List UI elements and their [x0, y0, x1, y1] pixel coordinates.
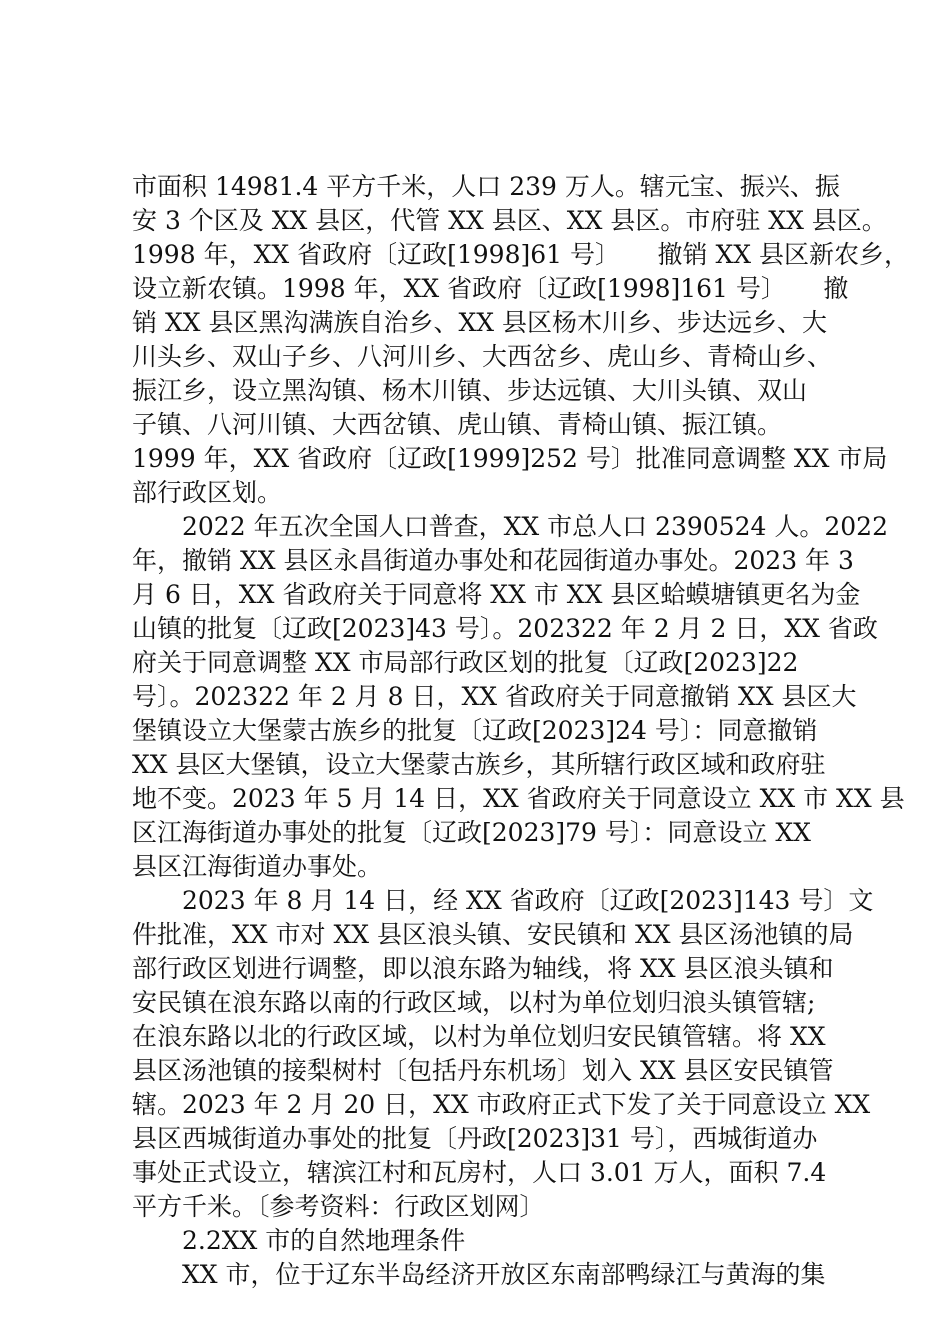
text-line: 件批准，XX 市对 XX 县区浪头镇、安民镇和 XX 县区汤池镇的局 — [132, 920, 854, 949]
text-line: XX 市，位于辽东半岛经济开放区东南部鸭绿江与黄海的集 — [132, 1260, 826, 1289]
text-line: 部行政区划进行调整，即以浪东路为轴线，将 XX 县区浪头镇和 — [132, 954, 834, 983]
text-line: XX 县区大堡镇，设立大堡蒙古族乡，其所辖行政区域和政府驻 — [132, 750, 826, 779]
text-line: 安 3 个区及 XX 县区，代管 XX 县区、XX 县区。市府驻 XX 县区。 — [132, 206, 887, 235]
text-line: 设立新农镇。1998 年，XX 省政府〔辽政[1998]161 号〕 撤 — [132, 274, 849, 303]
text-line: 1999 年，XX 省政府〔辽政[1999]252 号〕批准同意调整 XX 市局 — [132, 444, 888, 473]
text-line: 县区江海街道办事处。 — [132, 852, 383, 881]
text-line: 辖。2023 年 2 月 20 日，XX 市政府正式下发了关于同意设立 XX — [132, 1090, 871, 1119]
text-line: 川头乡、双山子乡、八河川乡、大西岔乡、虎山乡、青椅山乡、 — [132, 342, 833, 371]
text-line: 地不变。2023 年 5 月 14 日，XX 省政府关于同意设立 XX 市 XX 县 — [132, 784, 905, 813]
text-line: 号〕。202322 年 2 月 8 日，XX 省政府关于同意撤销 XX 县区大 — [132, 682, 857, 711]
text-line: 安民镇在浪东路以南的行政区域，以村为单位划归浪头镇管辖; — [132, 988, 816, 1017]
text-line: 山镇的批复〔辽政[2023]43 号〕。202322 年 2 月 2 日，XX 省政 — [132, 614, 878, 643]
text-line: 平方千米。〔参考资料：行政区划网〕 — [132, 1192, 545, 1221]
text-line: 部行政区划。 — [132, 478, 283, 507]
text-line: 区江海街道办事处的批复〔辽政[2023]79 号〕：同意设立 XX — [132, 818, 811, 847]
section-heading: 2.2XX 市的自然地理条件 — [132, 1226, 466, 1255]
text-line: 1998 年，XX 省政府〔辽政[1998]61 号〕 撤销 XX 县区新农乡， — [132, 240, 909, 269]
text-line: 市面积 14981.4 平方千米，人口 239 万人。辖元宝、振兴、振 — [132, 172, 840, 201]
text-line: 月 6 日，XX 省政府关于同意将 XX 市 XX 县区蛤蟆塘镇更名为金 — [132, 580, 861, 609]
text-line: 县区西城街道办事处的批复〔丹政[2023]31 号〕，西城街道办 — [132, 1124, 818, 1153]
text-line: 县区汤池镇的接梨树村〔包括丹东机场〕划入 XX 县区安民镇管 — [132, 1056, 834, 1085]
text-line: 振江乡，设立黑沟镇、杨木川镇、步达远镇、大川头镇、双山 — [132, 376, 808, 405]
text-line: 年，撤销 XX 县区永昌街道办事处和花园街道办事处。2023 年 3 — [132, 546, 854, 575]
text-line: 2023 年 8 月 14 日，经 XX 省政府〔辽政[2023]143 号〕文 — [132, 886, 874, 915]
text-line: 府关于同意调整 XX 市局部行政区划的批复〔辽政[2023]22 — [132, 648, 799, 677]
document-body — [132, 170, 909, 1292]
text-line: 2022 年五次全国人口普查，XX 市总人口 2390524 人。2022 — [132, 512, 888, 541]
text-line: 在浪东路以北的行政区域，以村为单位划归安民镇管辖。将 XX — [132, 1022, 826, 1051]
text-line: 子镇、八河川镇、大西岔镇、虎山镇、青椅山镇、振江镇。 — [132, 410, 783, 439]
text-line: 销 XX 县区黑沟满族自治乡、XX 县区杨木川乡、步达远乡、大 — [132, 308, 828, 337]
text-line: 事处正式设立，辖滨江村和瓦房村，人口 3.01 万人，面积 7.4 — [132, 1158, 827, 1187]
text-line: 堡镇设立大堡蒙古族乡的批复〔辽政[2023]24 号〕：同意撤销 — [132, 716, 818, 745]
